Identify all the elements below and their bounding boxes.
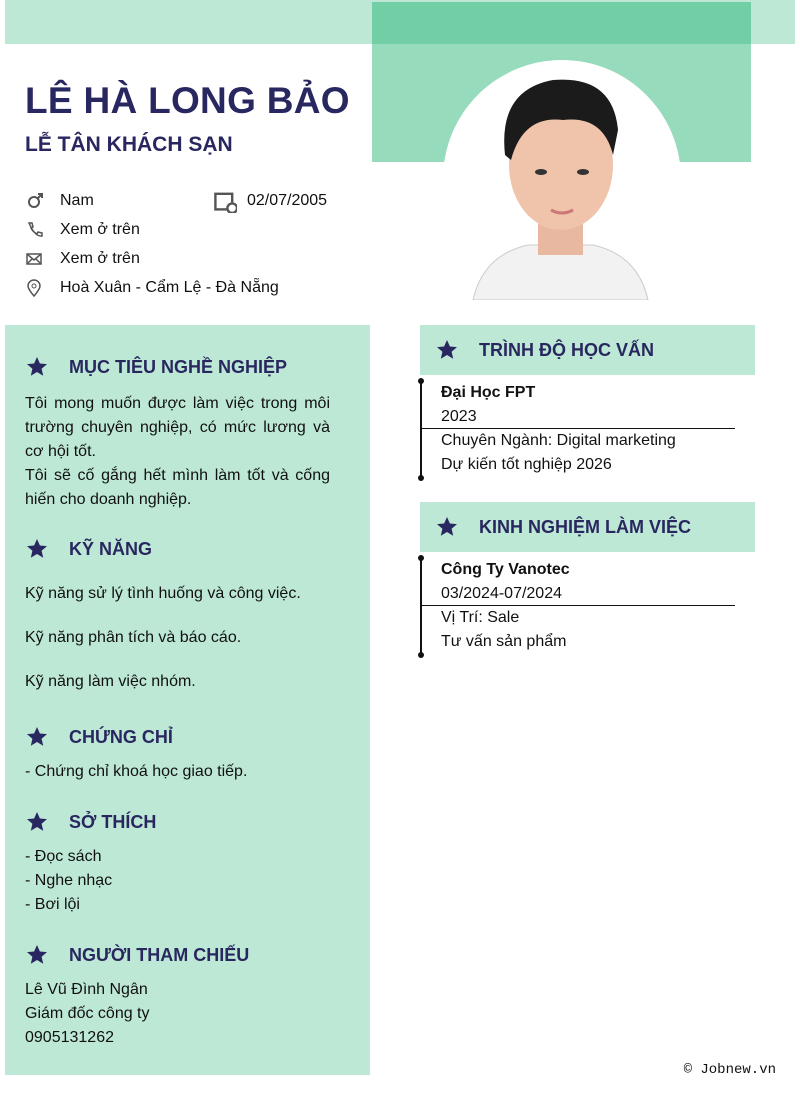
objective-text-1: Tôi mong muốn được làm việc trong môi trường chuyên nghiệp, có mức lương và cơ hội tốt.	[25, 395, 330, 460]
timeline-line	[420, 558, 422, 655]
gender-value: Nam	[60, 192, 94, 209]
star-icon	[25, 810, 49, 834]
star-icon	[25, 355, 49, 379]
experience-heading: KINH NGHIỆM LÀM VIỆC	[420, 502, 755, 552]
skills-heading: KỸ NĂNG	[25, 537, 152, 561]
timeline-dot	[418, 652, 424, 658]
objective-text	[25, 392, 330, 512]
skill-item: Kỹ năng sử lý tình huống và công việc.	[25, 585, 301, 602]
gender-row	[25, 191, 94, 211]
phone-value: Xem ở trên	[60, 221, 140, 238]
timeline-line	[420, 381, 422, 478]
star-icon	[25, 943, 49, 967]
star-icon	[25, 725, 49, 749]
experience-period: 03/2024-07/2024	[441, 585, 562, 602]
education-note: Dự kiến tốt nghiệp 2026	[441, 456, 612, 473]
email-row	[25, 249, 140, 269]
gender-icon	[25, 191, 45, 211]
reference-position: Giám đốc công ty	[25, 1005, 150, 1022]
certificate-item: - Chứng chỉ khoá học giao tiếp.	[25, 763, 248, 780]
star-icon	[435, 338, 459, 362]
education-school: Đại Học FPT	[441, 384, 536, 401]
star-icon	[25, 537, 49, 561]
address-row	[25, 278, 279, 298]
education-major: Chuyên Ngành: Digital marketing	[441, 432, 676, 449]
experience-position: Vị Trí: Sale	[441, 609, 520, 626]
skill-item: Kỹ năng làm việc nhóm.	[25, 673, 196, 690]
experience-description: Tư vấn sản phẩm	[441, 633, 567, 650]
hobbies-list	[25, 845, 112, 917]
candidate-name: LÊ HÀ LONG BẢO	[25, 80, 350, 121]
phone-row	[25, 220, 140, 240]
email-value: Xem ở trên	[60, 250, 140, 267]
objective-heading: MỤC TIÊU NGHỀ NGHIỆP	[25, 355, 287, 379]
hobby-item: - Nghe nhạc	[25, 872, 113, 889]
location-pin-icon	[25, 278, 45, 298]
timeline-dot	[418, 378, 424, 384]
timeline-dot	[418, 475, 424, 481]
skill-item: Kỹ năng phân tích và báo cáo.	[25, 629, 242, 646]
hobbies-heading: SỞ THÍCH	[25, 810, 156, 834]
objective-text-2: Tôi sẽ cố gắng hết mình làm tốt và cống hiến cho doanh nghiệp.	[25, 467, 330, 508]
star-icon	[435, 515, 459, 539]
hobby-item: - Đọc sách	[25, 848, 102, 865]
job-title: LỄ TÂN KHÁCH SẠN	[25, 133, 233, 156]
experience-company: Công Ty Vanotec	[441, 561, 570, 578]
reference-name: Lê Vũ Đình Ngân	[25, 981, 148, 998]
photo-backdrop-overlap	[372, 2, 751, 44]
timeline-dot	[418, 555, 424, 561]
calendar-icon	[213, 189, 237, 213]
profile-photo	[443, 60, 681, 300]
birthday-value: 02/07/2005	[247, 192, 328, 209]
education-heading: TRÌNH ĐỘ HỌC VẤN	[420, 325, 755, 375]
birthday-row	[213, 189, 327, 213]
certificates-heading: CHỨNG CHỈ	[25, 725, 173, 749]
education-year: 2023	[441, 408, 477, 425]
copyright: © Jobnew.vn	[683, 1062, 776, 1078]
mail-icon	[25, 249, 45, 269]
phone-icon	[25, 220, 45, 240]
reference-phone: 0905131262	[25, 1029, 114, 1046]
address-value: Hoà Xuân - Cẩm Lệ - Đà Nẵng	[60, 279, 279, 296]
reference-heading: NGƯỜI THAM CHIẾU	[25, 943, 249, 967]
reference-details	[25, 978, 150, 1050]
hobby-item: - Bơi lội	[25, 896, 80, 913]
